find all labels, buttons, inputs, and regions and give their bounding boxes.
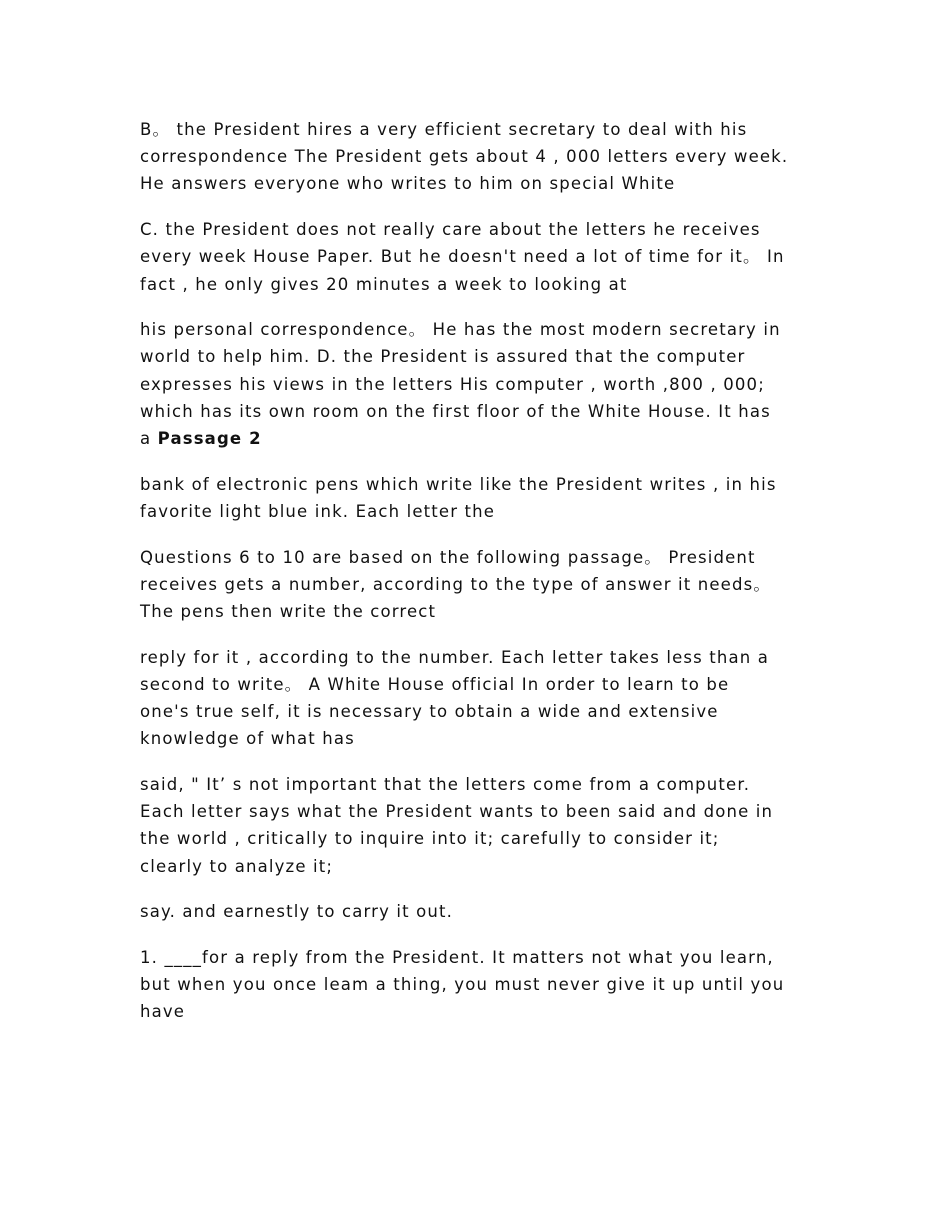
text-line: every week House Paper. But he doesn't need a lot of time for it。 In (140, 247, 785, 267)
text-line: 1. ____for a reply from the President. It matters not what you learn, (140, 948, 774, 968)
text-line: clearly to analyze it; (140, 856, 334, 876)
paragraph-electronic-pens (140, 471, 820, 525)
text-line: said, " It’ s not important that the letters come from a computer. (140, 775, 751, 795)
text-line-prefix: a (140, 429, 158, 449)
text-line: reply for it , according to the number. Each letter takes less than a (140, 647, 770, 667)
paragraph-carry-out (140, 898, 820, 925)
text-line: world to help him. D. the President is assured that the computer (140, 347, 746, 367)
text-line: expresses his views in the letters His computer , worth ,800 , 000; (140, 374, 765, 394)
paragraph-reply (140, 644, 820, 753)
text-line: one's true self, it is necessary to obtain a wide and extensive (140, 702, 719, 722)
text-line: favorite light blue ink. Each letter the (140, 501, 496, 521)
text-line: knowledge of what has (140, 729, 355, 749)
paragraph-official-said (140, 771, 820, 880)
document-text-body (140, 116, 820, 1044)
text-line: have (140, 1002, 186, 1022)
text-line: C. the President does not really care about the letters he receives (140, 220, 761, 240)
paragraph-option-c (140, 216, 820, 298)
text-line: receives gets a number, according to the type of answer it needs。 (140, 574, 771, 594)
text-line: Each letter says what the President wants to been said and done in (140, 802, 774, 822)
text-line: fact , he only gives 20 minutes a week to looking at (140, 274, 628, 294)
text-line: B。 the President hires a very efficient secretary to deal with his (140, 120, 748, 139)
text-line: which has its own room on the first floor of the White House. It has (140, 401, 771, 421)
text-line: Questions 6 to 10 are based on the following passage。 President (140, 547, 756, 567)
text-line: bank of electronic pens which write like the President writes , in his (140, 474, 777, 494)
text-line: his personal correspondence。 He has the most modern secretary in (140, 320, 781, 340)
text-line: second to write。 A White House official In order to learn to be (140, 674, 730, 694)
text-line: He answers everyone who writes to him on special White (140, 174, 676, 194)
text-line: but when you once leam a thing, you must never give it up until you (140, 975, 785, 995)
text-line: say. and earnestly to carry it out. (140, 902, 454, 922)
paragraph-personal-correspondence (140, 316, 820, 452)
text-line: correspondence The President gets about 4 , 000 letters every week. (140, 147, 789, 167)
paragraph-question-1 (140, 944, 820, 1026)
paragraph-option-b (140, 116, 820, 198)
text-line: The pens then write the correct (140, 602, 437, 622)
paragraph-questions-intro (140, 544, 820, 626)
passage-heading: Passage 2 (157, 429, 262, 449)
text-line (140, 425, 820, 452)
text-line: the world , critically to inquire into it; carefully to consider it; (140, 829, 720, 849)
